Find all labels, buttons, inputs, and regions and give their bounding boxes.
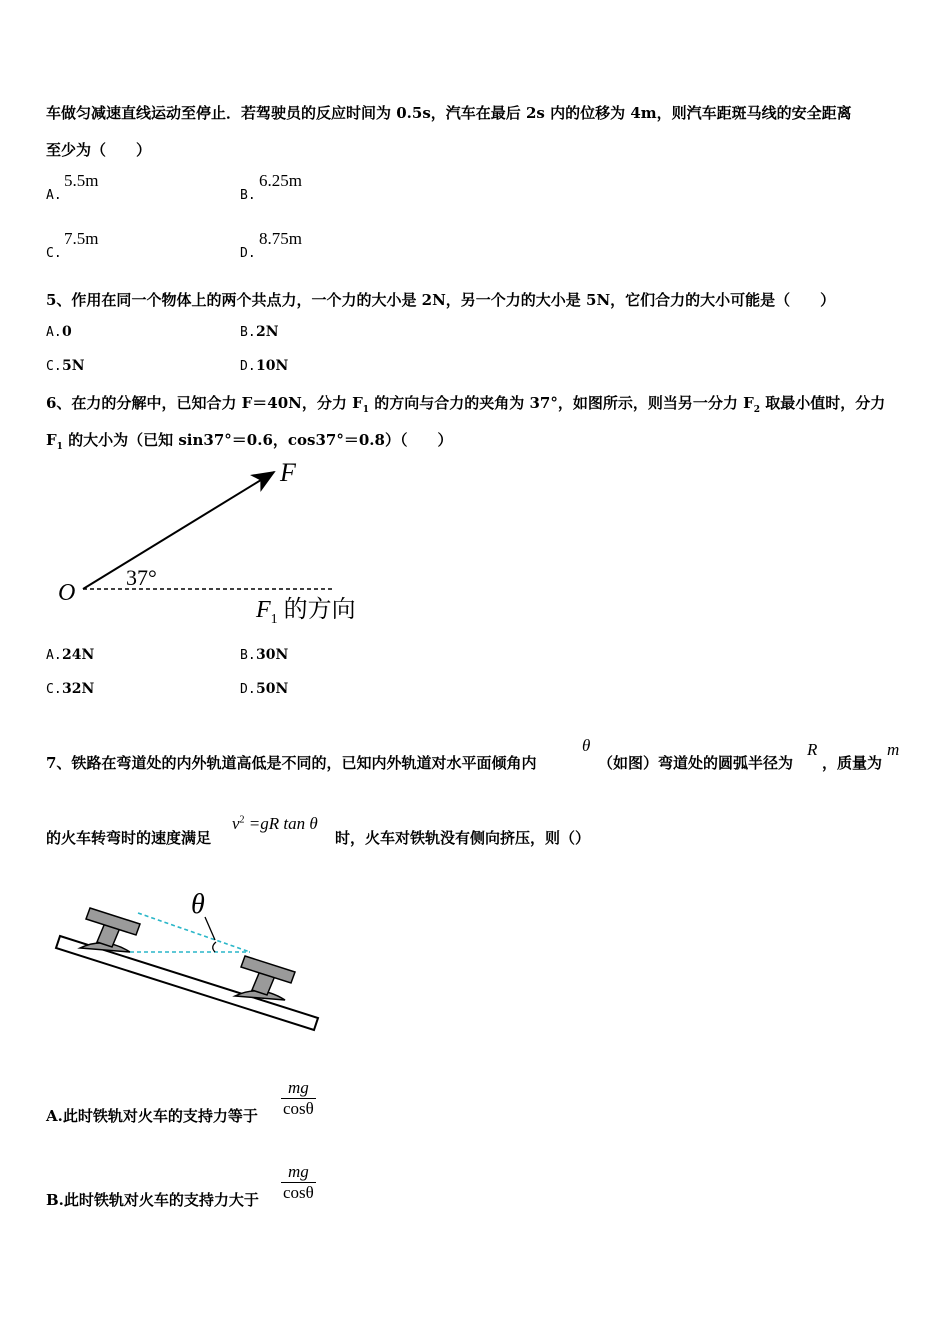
- option-value: 30N: [256, 647, 289, 663]
- option-letter: D.: [240, 246, 256, 261]
- angle-arc: [213, 942, 216, 952]
- option-value: 7.5m: [64, 229, 99, 248]
- force-vector-arrow: [83, 472, 274, 589]
- option-letter: B.: [240, 648, 256, 663]
- radius-symbol: R: [807, 740, 818, 759]
- option-letter: C.: [46, 359, 62, 374]
- q7-stem-line2-part2: 时，火车对铁轨没有侧向挤压，则（）: [335, 829, 591, 847]
- force-label: F: [280, 458, 296, 487]
- angle-label: 37°: [126, 565, 157, 590]
- option-value: 8.75m: [259, 229, 302, 248]
- rail-diagram: [50, 880, 330, 1040]
- fraction-mg-over-cos-theta: mg cosθ: [283, 1162, 314, 1202]
- q4-stem-line1: 车做匀减速直线运动至停止．若驾驶员的反应时间为 0.5s，汽车在最后 2s 内的位移为 4m，则汽车距斑马线的安全距离: [46, 104, 852, 122]
- option-value: 6.25m: [259, 171, 302, 190]
- option-letter: D.: [240, 359, 256, 374]
- sloped-sleeper: [56, 936, 318, 1030]
- q7-stem-line2-part1: 的火车转弯时的速度满足: [46, 829, 212, 847]
- option-value: 5N: [62, 358, 85, 374]
- q6-stem-line2: $F_1$ 的大小为（已知 sin37°＝0.6，cos37°＝0.8）（ ）: [46, 431, 453, 452]
- option-value: 50N: [256, 681, 289, 697]
- q7-stem-line1-part1: 7、铁路在弯道处的内外轨道高低是不同的，已知内外轨道对水平面倾角内: [46, 754, 537, 772]
- q7-stem-line1-part2: （如图）弯道处的圆弧半径为: [598, 754, 794, 772]
- option-value: 32N: [62, 681, 95, 697]
- option-letter: D.: [240, 682, 256, 697]
- option-value: 5.5m: [64, 171, 99, 190]
- option-letter: B.: [240, 325, 256, 340]
- option-letter: B.: [240, 188, 256, 203]
- option-value: 2N: [256, 324, 279, 340]
- option-letter: C.: [46, 682, 62, 697]
- f1-direction-label: $F_1$ 的方向: [256, 597, 356, 627]
- theta-symbol: θ: [582, 736, 591, 755]
- theta-label: θ: [191, 889, 205, 920]
- option-text: B.此时铁轨对火车的支持力大于: [46, 1191, 259, 1209]
- option-value: 10N: [256, 358, 289, 374]
- option-text: A.此时铁轨对火车的支持力等于: [46, 1107, 258, 1125]
- option-value: 0: [62, 324, 72, 340]
- origin-label: O: [58, 580, 76, 606]
- option-value: 24N: [62, 647, 95, 663]
- q7-stem-line1-part3: ，质量为: [822, 754, 883, 772]
- mass-symbol: m: [887, 740, 900, 759]
- speed-formula: $v^2 =gR$ tan θ: [232, 814, 318, 833]
- option-letter: A.: [46, 325, 62, 340]
- fraction-mg-over-cos-theta: mg cosθ: [283, 1078, 314, 1118]
- inner-rail: [235, 956, 295, 1000]
- q4-stem-line2: 至少为（ ）: [46, 141, 152, 159]
- option-letter: A.: [46, 648, 62, 663]
- q5-stem: 5、作用在同一个物体上的两个共点力，一个力的大小是 2N，另一个力的大小是 5N，它们合力的大小可能是（ ）: [46, 291, 836, 309]
- force-diagram: [50, 455, 380, 630]
- option-letter: C.: [46, 246, 62, 261]
- q6-stem-line1: 6、在力的分解中，已知合力 F＝40N，分力 $F_1$ 的方向与合力的夹角为 37°，如图所示，则当另一分力 $F_2$ 取最小值时，分力: [46, 394, 886, 415]
- outer-rail: [80, 908, 140, 952]
- option-letter: A.: [46, 188, 62, 203]
